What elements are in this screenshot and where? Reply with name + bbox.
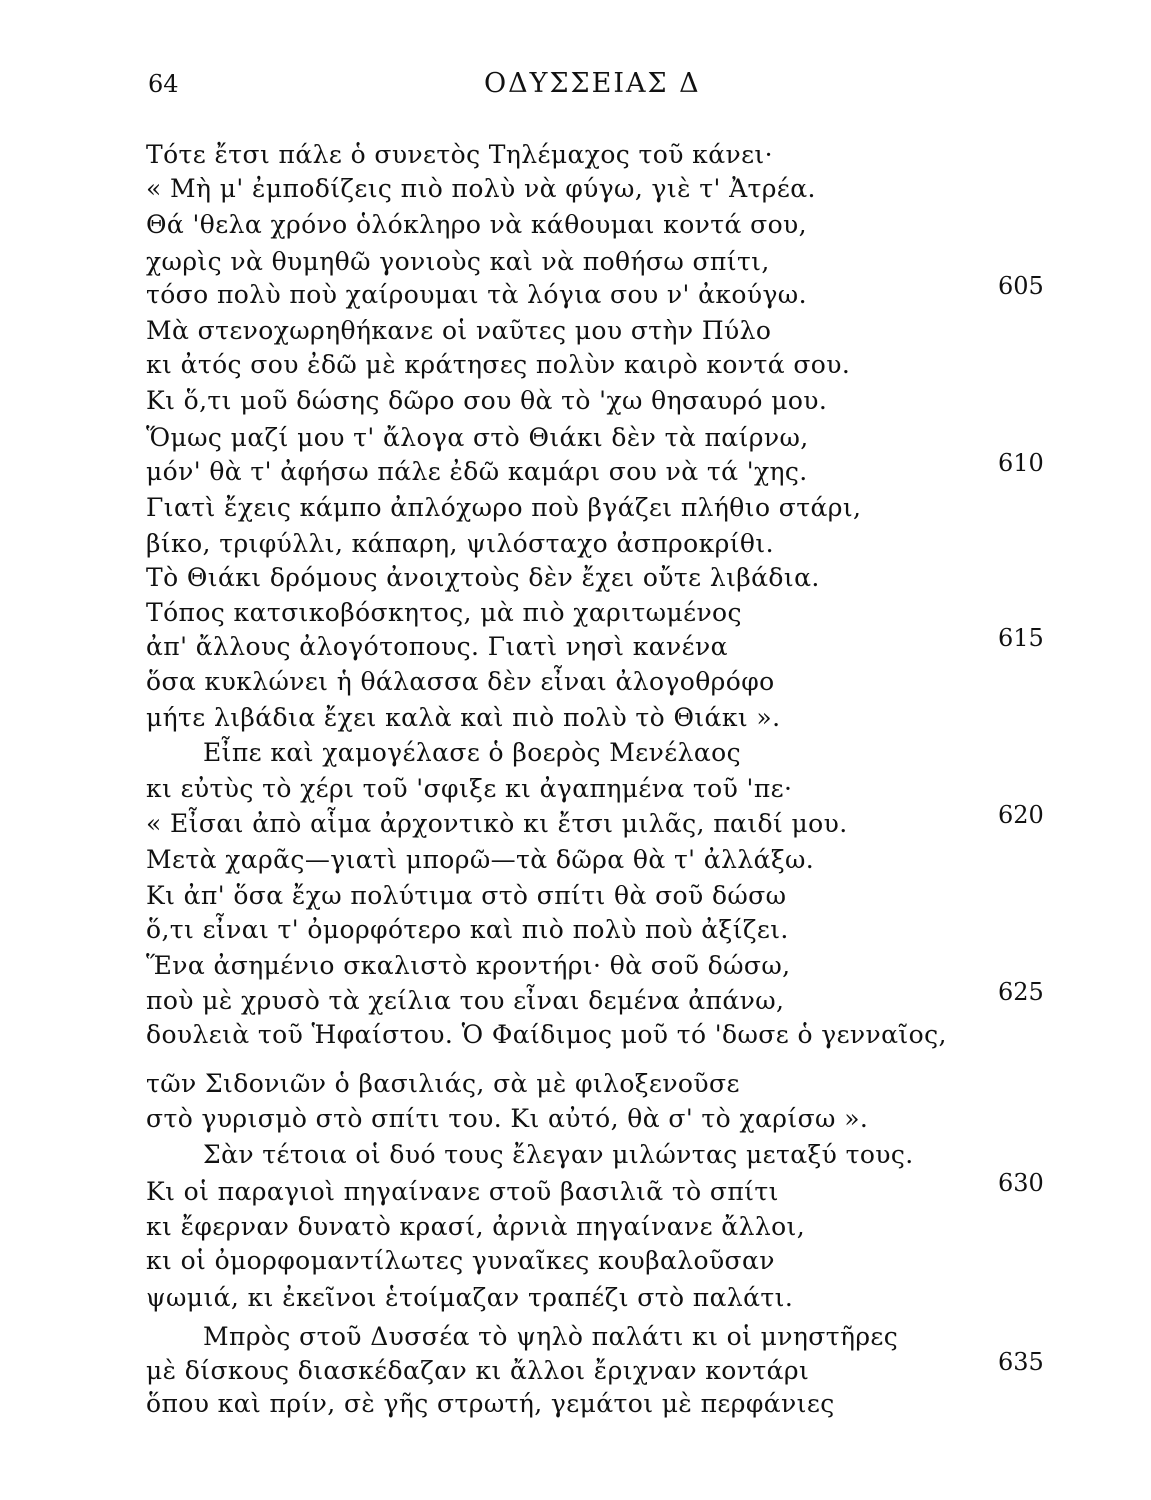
verse-line: μόν' θὰ τ' ἀφήσω πάλε ἐδῶ καμάρι σου νὰ τά 'χης. xyxy=(146,457,808,486)
verse-line: τῶν Σιδονιῶν ὁ βασιλιάς, σὰ μὲ φιλοξενοῦσε xyxy=(146,1069,740,1098)
verse-line: « Μὴ μ' ἐμποδίζεις πιὸ πολὺ νὰ φύγω, γιὲ τ' Ἀτρέα. xyxy=(146,174,816,203)
verse-line: βίκο, τριφύλλι, κάπαρη, ψιλόσταχο ἀσπροκρίθι. xyxy=(146,529,774,558)
verse-line: χωρὶς νὰ θυμηθῶ γονιοὺς καὶ νὰ ποθήσω σπίτι, xyxy=(146,247,770,276)
verse-line: Τὸ Θιάκι δρόμους ἀνοιχτοὺς δὲν ἔχει οὔτε λιβάδια. xyxy=(146,563,820,592)
verse-line: Θά 'θελα χρόνο ὁλόκληρο νὰ κάθουμαι κοντά σου, xyxy=(146,210,807,239)
verse-line: ὅ,τι εἶναι τ' ὀμορφότερο καὶ πιὸ πολὺ ποὺ ἀξίζει. xyxy=(146,915,789,944)
verse-line: κι ἔφερναν δυνατὸ κρασί, ἀρνιὰ πηγαίνανε ἄλλοι, xyxy=(146,1212,806,1241)
line-number: 615 xyxy=(998,624,1044,652)
verse-line: μὲ δίσκους διασκέδαζαν κι ἄλλοι ἔριχναν κοντάρι xyxy=(146,1356,810,1385)
verse-line: Ὅμως μαζί μου τ' ἄλογα στὸ Θιάκι δὲν τὰ παίρνω, xyxy=(146,423,809,452)
line-number: 605 xyxy=(998,272,1044,300)
verse-line: δουλειὰ τοῦ Ἡφαίστου. Ὁ Φαίδιμος μοῦ τό 'δωσε ὁ γενναῖος, xyxy=(146,1020,947,1049)
verse-line: Τόπος κατσικοβόσκητος, μὰ πιὸ χαριτωμένος xyxy=(146,598,742,627)
verse-line: ψωμιά, κι ἐκεῖνοι ἑτοίμαζαν τραπέζι στὸ παλάτι. xyxy=(146,1283,794,1312)
verse-line: Γιατὶ ἔχεις κάμπο ἀπλόχωρο ποὺ βγάζει πλήθιο στάρι, xyxy=(146,493,862,522)
verse-line: Μπρὸς στοῦ Δυσσέα τὸ ψηλὸ παλάτι κι οἱ μνηστῆρες xyxy=(203,1322,899,1351)
line-number: 620 xyxy=(998,801,1044,829)
verse-line: μήτε λιβάδια ἔχει καλὰ καὶ πιὸ πολὺ τὸ Θιάκι ». xyxy=(146,703,781,732)
verse-line: Μὰ στενοχωρηθήκανε οἱ ναῦτες μου στὴν Πύλο xyxy=(146,316,772,345)
verse-line: Κι οἱ παραγιοὶ πηγαίνανε στοῦ βασιλιᾶ τὸ σπίτι xyxy=(146,1177,779,1206)
verse-line: τόσο πολὺ ποὺ χαίρουμαι τὰ λόγια σου ν' ἀκούγω. xyxy=(146,280,807,309)
verse-line: ὅπου καὶ πρίν, σὲ γῆς στρωτή, γεμάτοι μὲ περφάνιες xyxy=(146,1389,835,1418)
line-number: 625 xyxy=(998,978,1044,1006)
verse-line: Τότε ἔτσι πάλε ὁ συνετὸς Τηλέμαχος τοῦ κάνει· xyxy=(146,140,773,169)
verse-line: Κι ὅ,τι μοῦ δώσης δῶρο σου θὰ τὸ 'χω θησαυρό μου. xyxy=(146,386,828,415)
running-head: ΟΔΥΣΣΕΙΑΣ Δ xyxy=(484,68,701,99)
verse-line: Μετὰ χαρᾶς—γιατὶ μπορῶ—τὰ δῶρα θὰ τ' ἀλλάξω. xyxy=(146,845,815,874)
line-number: 610 xyxy=(998,449,1044,477)
verse-line: κι οἱ ὀμορφομαντίλωτες γυναῖκες κουβαλοῦσαν xyxy=(146,1246,775,1275)
verse-line: ποὺ μὲ χρυσὸ τὰ χείλια του εἶναι δεμένα ἀπάνω, xyxy=(146,986,785,1015)
verse-line: ἀπ' ἄλλους ἀλογότοπους. Γιατὶ νησὶ κανένα xyxy=(146,632,728,661)
line-number: 635 xyxy=(998,1348,1044,1376)
verse-line: ὅσα κυκλώνει ἡ θάλασσα δὲν εἶναι ἀλογοθρόφο xyxy=(146,667,775,696)
line-number: 630 xyxy=(998,1169,1044,1197)
verse-line: στὸ γυρισμὸ στὸ σπίτι του. Κι αὐτό, θὰ σ' τὸ χαρίσω ». xyxy=(146,1104,869,1133)
verse-line: Σὰν τέτοια οἱ δυό τους ἔλεγαν μιλώντας μεταξύ τους. xyxy=(203,1140,914,1169)
verse-line: κι εὐτὺς τὸ χέρι τοῦ 'σφιξε κι ἀγαπημένα τοῦ 'πε· xyxy=(146,774,793,803)
verse-line: Εἶπε καὶ χαμογέλασε ὁ βοερὸς Μενέλαος xyxy=(203,738,741,767)
verse-line: κι ἀτός σου ἐδῶ μὲ κράτησες πολὺν καιρὸ κοντά σου. xyxy=(146,350,851,379)
verse-line: Κι ἀπ' ὅσα ἔχω πολύτιμα στὸ σπίτι θὰ σοῦ δώσω xyxy=(146,881,787,910)
verse-line: « Εἶσαι ἀπὸ αἷμα ἀρχοντικὸ κι ἔτσι μιλᾶς, παιδί μου. xyxy=(146,809,848,838)
page-number: 64 xyxy=(148,70,179,98)
verse-line: Ἕνα ἀσημένιο σκαλιστὸ κροντήρι· θὰ σοῦ δώσω, xyxy=(146,951,791,980)
